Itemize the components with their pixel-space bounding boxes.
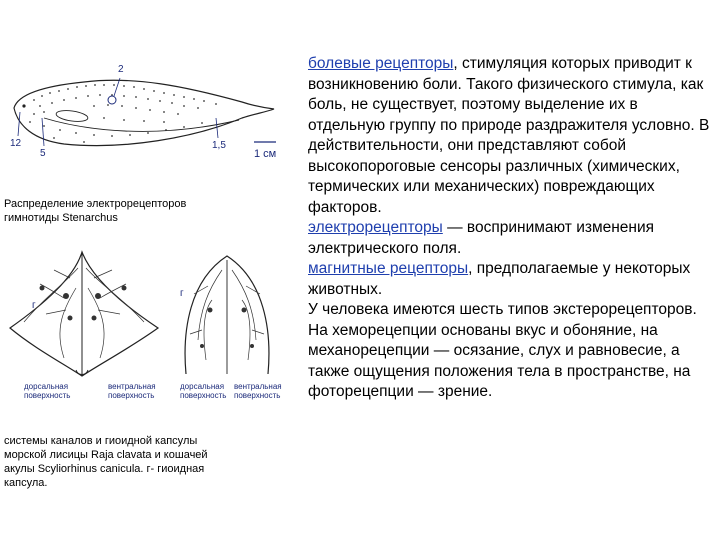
dorsal-label-right: дорсальная поверхность [180, 382, 227, 400]
caption-line: системы каналов и гиоидной капсулы [4, 435, 198, 447]
magnetic-receptors-link[interactable]: магнитные рецепторы [308, 260, 469, 277]
scyliorhinus-canal-system-illustration [172, 250, 282, 380]
magnetic-receptors-paragraph [308, 259, 716, 300]
gamma-label-left: г [32, 300, 36, 311]
gamma-label-right: г [180, 288, 184, 299]
ventral-label-left: вентральная поверхность [108, 382, 156, 400]
caption-line: Распределение электрорецепторов [4, 198, 187, 210]
caption-line: гимнотиды Stenarchus [4, 212, 118, 224]
label-2: 2 [118, 64, 124, 75]
pain-receptors-link[interactable]: болевые рецепторы [308, 55, 454, 72]
label-5: 5 [40, 148, 46, 159]
receptor-types-text [308, 54, 716, 403]
label-1-5: 1,5 [212, 140, 226, 151]
caption-line: капсула. [4, 477, 48, 489]
electroreceptors-text: — воспринимают изменения электрического поля. [308, 219, 655, 257]
pain-receptors-paragraph [308, 54, 716, 218]
electroreceptors-link[interactable]: электрорецепторы [308, 219, 443, 236]
label-12: 12 [10, 138, 22, 149]
figure2-caption [4, 434, 294, 490]
fish-body-outline [14, 80, 274, 145]
ventral-label-right: вентральная поверхность [234, 382, 282, 400]
fish-eye [22, 104, 25, 107]
raja-canal-system-illustration [4, 248, 164, 380]
caption-line: акулы Scyliorhinus canicula. г- гиоидная [4, 463, 205, 475]
caption-line: морской лисицы Raja clavata и кошачей [4, 449, 208, 461]
human-exteroceptors-paragraph: У человека имеются шесть типов экстерорецепторов. На хеморецепции основаны вкус и обоняние, на механорецепции — осязание, слух и равновесие, а также ощущения положения тела в пространстве, на фоторецепции — зрение. [308, 301, 697, 400]
electroreceptors-paragraph [308, 218, 716, 259]
pain-receptors-text: , стимуляция которых приводит к возникновению боли. Такого физического стимула, как боль, не существует, поэтому выделение их в отдельную группу по природе раздражителя условно. В действительности, они представляют собой высокопороговые сенсоры различных (химических, термических или механических) повреждающих факторов. [308, 55, 710, 216]
stenarchus-fish-illustration [4, 56, 296, 166]
dorsal-label-left: дорсальная поверхность [24, 382, 71, 400]
figure1-caption [4, 197, 294, 225]
magnetic-receptors-text: , предполагаемые у некоторых животных. [308, 260, 691, 298]
scale-label: 1 см [254, 148, 277, 160]
